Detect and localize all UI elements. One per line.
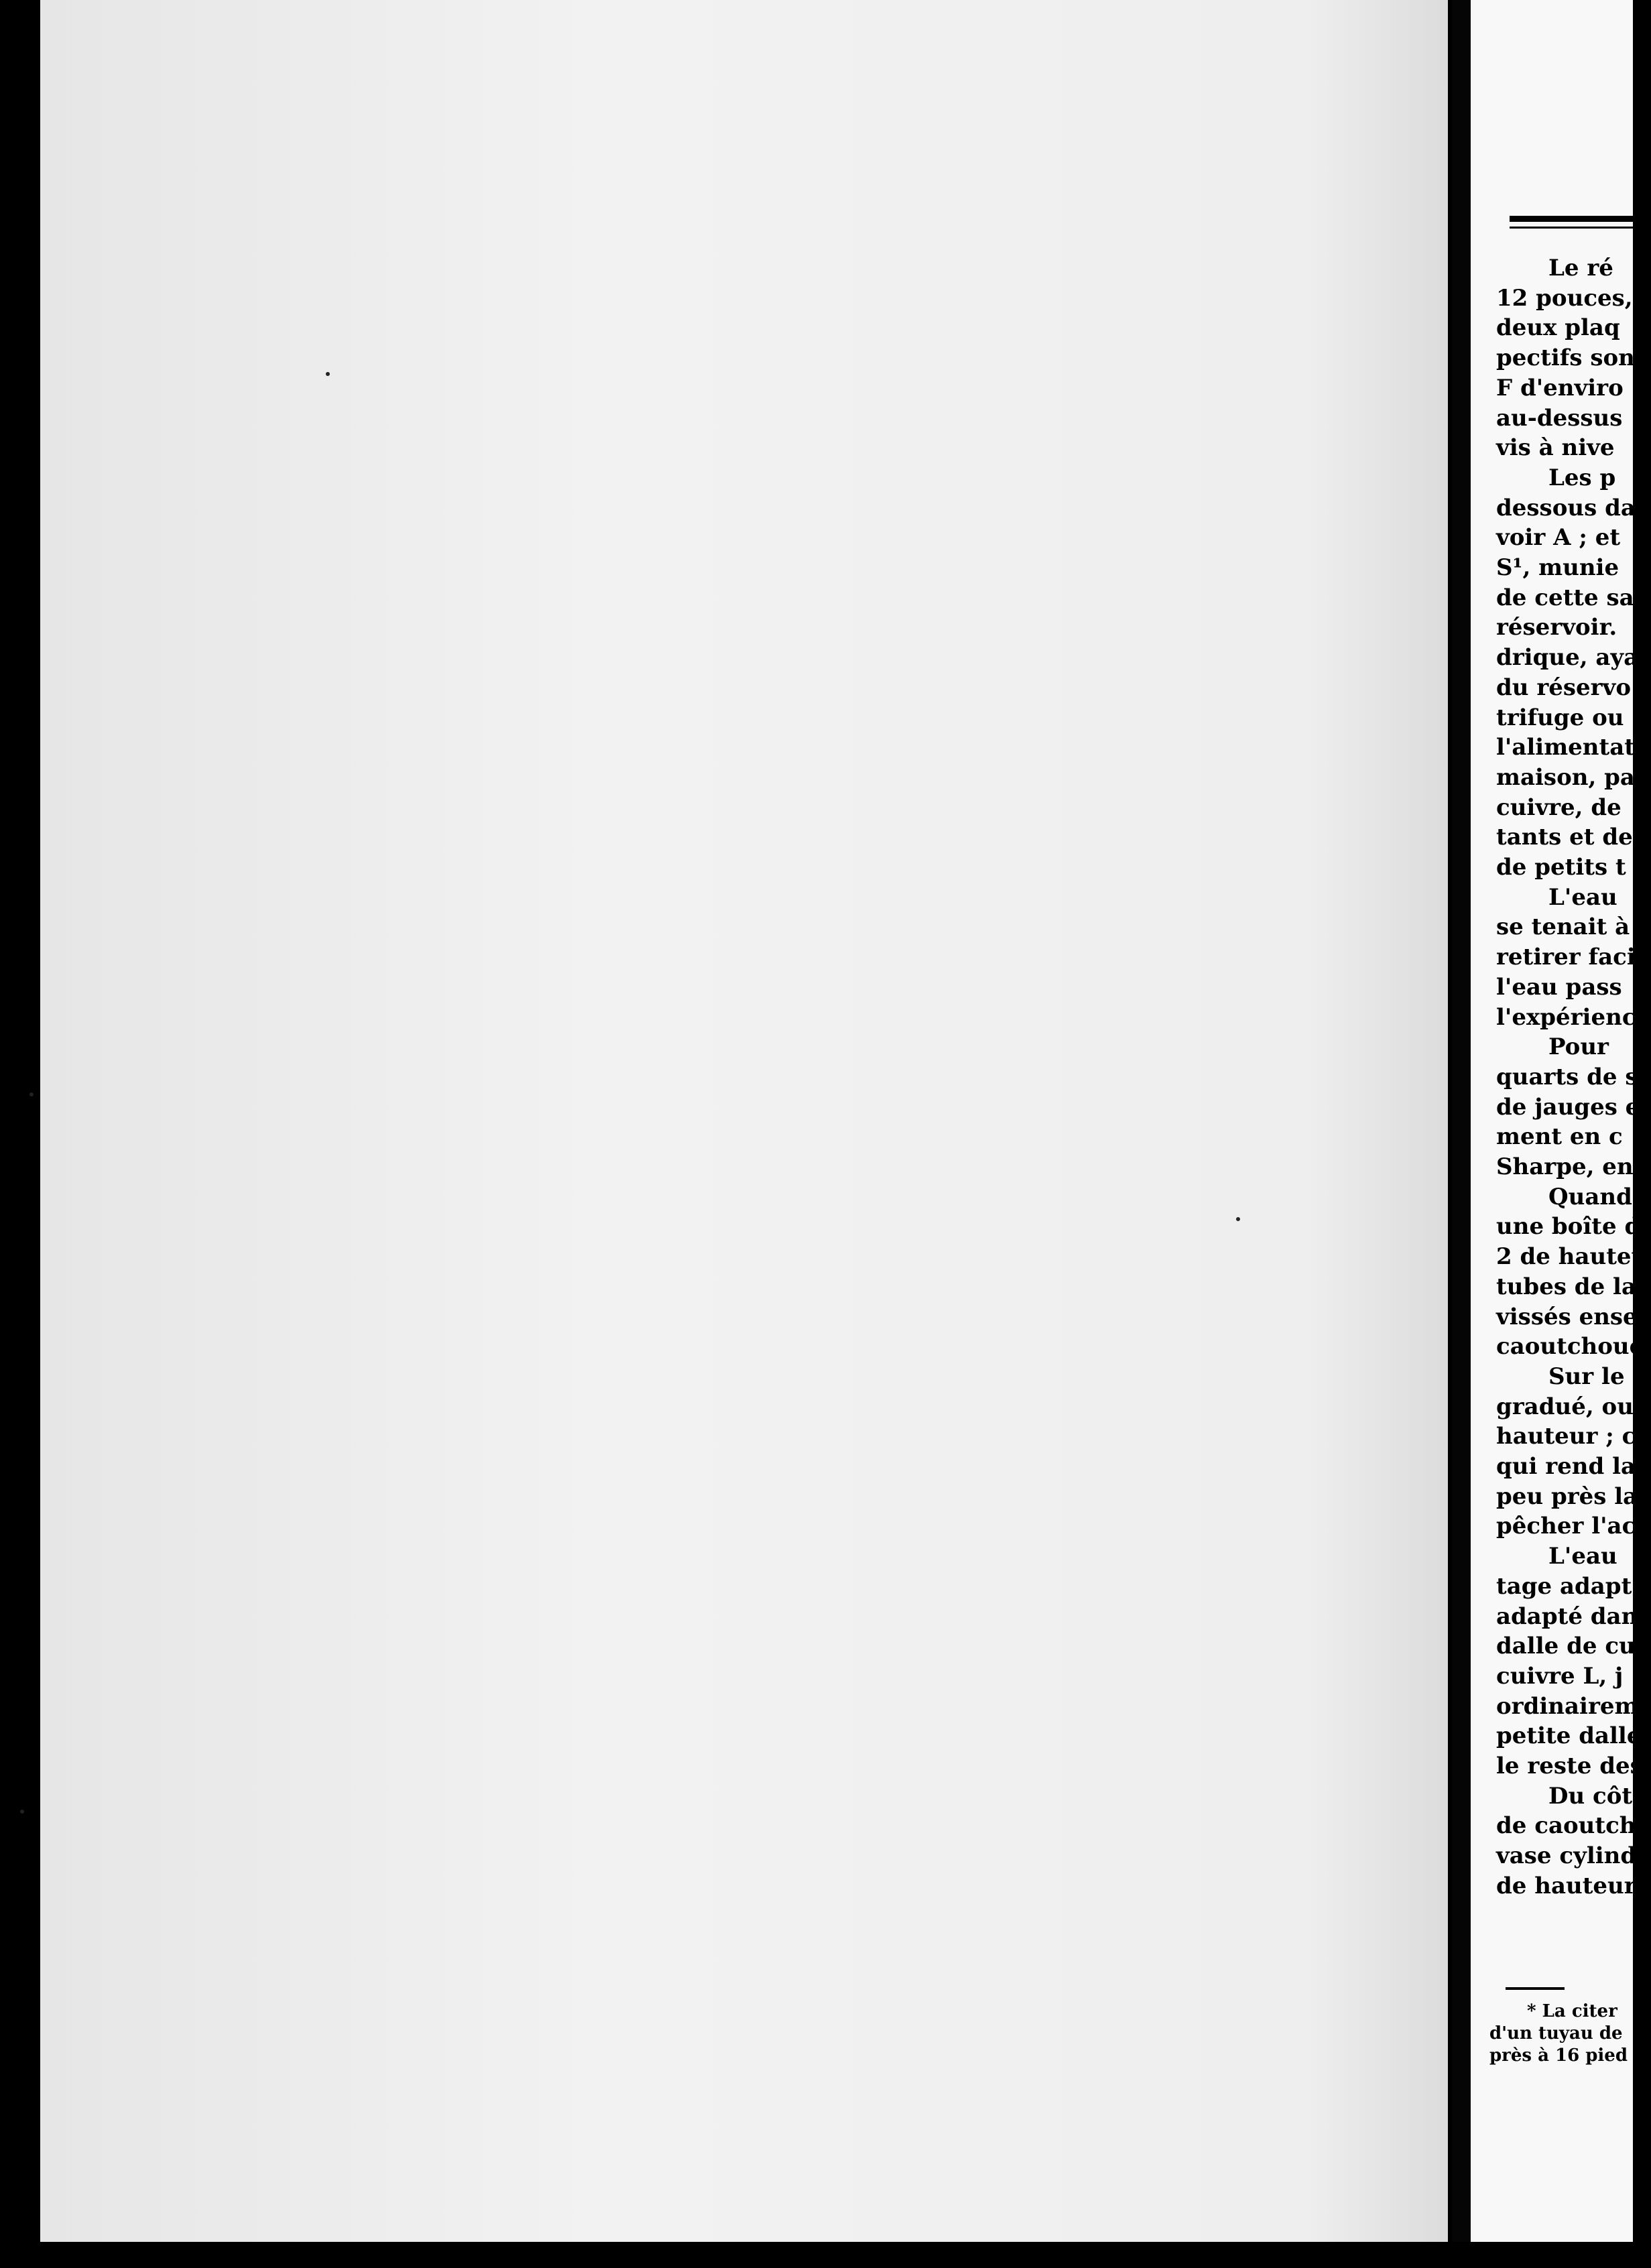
header-rule-thin bbox=[1510, 227, 1644, 229]
text-line: vis à nive bbox=[1496, 434, 1615, 461]
text-line: dessous da bbox=[1496, 495, 1636, 521]
text-line: l'alimentat bbox=[1496, 734, 1635, 761]
text-line: vissés ense bbox=[1496, 1304, 1638, 1330]
text-line: l'eau pass bbox=[1496, 974, 1622, 1001]
text-line: gradué, ouv bbox=[1496, 1393, 1647, 1420]
text-line: qui rend la bbox=[1496, 1453, 1636, 1480]
text-line: 12 pouces, bbox=[1496, 285, 1633, 312]
text-line: tants et de bbox=[1496, 824, 1633, 850]
footnote-line: près à 16 pied bbox=[1489, 2045, 1628, 2066]
text-line: hauteur ; c bbox=[1496, 1423, 1636, 1450]
edge-speck bbox=[29, 1092, 34, 1096]
text-line: réservoir. bbox=[1496, 614, 1617, 641]
text-line: de cette sa bbox=[1496, 584, 1634, 611]
footnote-rule bbox=[1506, 1987, 1565, 1990]
text-line: 2 de hauteu bbox=[1496, 1243, 1648, 1270]
text-line: voir A ; et bbox=[1496, 524, 1621, 551]
text-line: tage adapt bbox=[1496, 1573, 1632, 1600]
text-line: Le ré bbox=[1548, 255, 1613, 281]
text-line: se tenait à bbox=[1496, 914, 1630, 940]
text-line: pectifs son bbox=[1496, 344, 1635, 371]
text-line: adapté dan bbox=[1496, 1603, 1638, 1630]
text-line: vase cylind bbox=[1496, 1842, 1637, 1869]
text-line: de caoutcho bbox=[1496, 1812, 1651, 1839]
text-line: ordinairem bbox=[1496, 1693, 1639, 1720]
text-line: cuivre L, j bbox=[1496, 1663, 1624, 1690]
text-line: au-dessus bbox=[1496, 405, 1623, 432]
speck bbox=[1236, 1217, 1240, 1221]
text-line: L'eau bbox=[1548, 1543, 1617, 1570]
gutter-divider bbox=[1452, 0, 1471, 2268]
text-line: Quand bbox=[1548, 1184, 1632, 1210]
text-line: de jauges e bbox=[1496, 1094, 1640, 1121]
text-line: S¹, munie bbox=[1496, 554, 1619, 581]
text-line: de petits t bbox=[1496, 854, 1626, 881]
text-line: Pour bbox=[1548, 1033, 1609, 1060]
text-line: tubes de la bbox=[1496, 1273, 1636, 1300]
bottom-scan-edge bbox=[0, 2242, 1633, 2268]
text-line: ment en c bbox=[1496, 1123, 1623, 1150]
footnote-line: d'un tuyau de bbox=[1489, 2023, 1623, 2043]
text-line: quarts de s bbox=[1496, 1064, 1638, 1090]
text-line: F d'enviro bbox=[1496, 375, 1624, 401]
right-page bbox=[1471, 0, 1651, 2242]
text-line: maison, pa bbox=[1496, 764, 1635, 791]
text-line: Sur le bbox=[1548, 1363, 1625, 1390]
text-line: drique, aya bbox=[1496, 644, 1639, 671]
left-page-blank bbox=[40, 0, 1448, 2245]
footnote-line: * La citer bbox=[1527, 2001, 1617, 2021]
text-line: Du côt bbox=[1548, 1783, 1633, 1810]
text-line: Sharpe, en bbox=[1496, 1153, 1634, 1180]
text-line: deux plaq bbox=[1496, 314, 1620, 341]
text-line: pêcher l'ac bbox=[1496, 1513, 1636, 1539]
speck bbox=[326, 372, 330, 376]
edge-speck bbox=[20, 1810, 24, 1814]
text-line: retirer faci bbox=[1496, 944, 1636, 970]
text-line: de hauteur, bbox=[1496, 1873, 1643, 1899]
text-line: trifuge ou bbox=[1496, 704, 1624, 731]
text-line: petite dalle bbox=[1496, 1722, 1642, 1749]
text-line: L'eau bbox=[1548, 884, 1617, 911]
text-line: cuivre, de bbox=[1496, 794, 1622, 821]
text-line: l'expérienc bbox=[1496, 1004, 1636, 1031]
left-page-bleedthrough bbox=[40, 0, 1448, 2245]
header-rule-thick bbox=[1510, 216, 1644, 222]
text-line: dalle de cui bbox=[1496, 1633, 1644, 1659]
text-line: du réservo bbox=[1496, 674, 1631, 701]
text-line: peu près la bbox=[1496, 1483, 1638, 1510]
text-line: caoutchouc bbox=[1496, 1333, 1644, 1360]
text-line: une boîte d bbox=[1496, 1213, 1641, 1240]
text-line: Les p bbox=[1548, 464, 1616, 491]
text-line: le reste des bbox=[1496, 1753, 1643, 1779]
